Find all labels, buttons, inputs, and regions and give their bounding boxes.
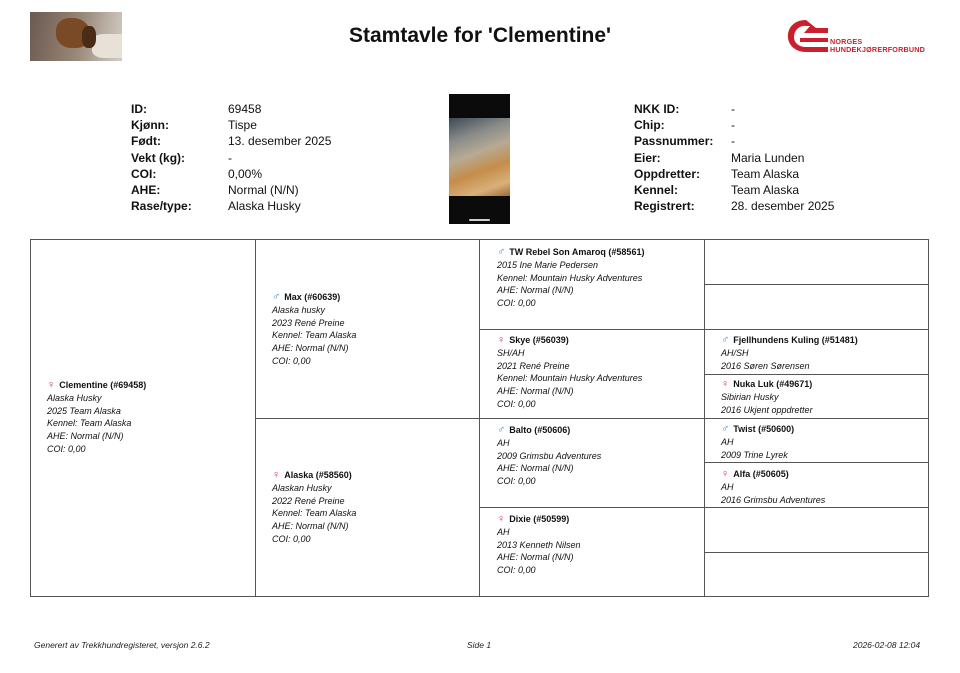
female-icon: ♀ — [721, 378, 730, 390]
female-icon: ♀ — [497, 334, 506, 346]
pedigree-dam-dam: ♀ Dixie (#50599) AH 2013 Kenneth Nilsen AHE: Normal (N/N) COI: 0,00 — [497, 513, 581, 576]
pedigree-table — [30, 239, 929, 597]
logo-line-2: HUNDEKJØRERFORBUND — [830, 45, 926, 54]
footer-generated: Generert av Trekkhundregisteret, versjon 2.6.2 — [34, 640, 210, 650]
info-row-coi: COI: 0,00% — [131, 166, 263, 181]
male-icon: ♂ — [721, 423, 730, 435]
pedigree-sire-dam-sire: ♂ Fjellhundens Kuling (#51481) AH/SH 2016 Søren Sørensen — [721, 334, 858, 371]
page-title: Stamtavle for 'Clementine' — [348, 24, 612, 47]
pedigree-dam-sire-sire: ♂ Twist (#50600) AH 2009 Trine Lyrek — [721, 423, 795, 460]
female-icon: ♀ — [272, 469, 281, 481]
nhf-logo — [784, 16, 934, 56]
info-row-owner: Eier: Maria Lunden — [634, 150, 805, 165]
pedigree-dam-sire: ♂ Balto (#50606) AH 2009 Grimsbu Adventures AHE: Normal (N/N) COI: 0,00 — [497, 424, 602, 487]
info-row-passport: Passnummer: - — [634, 134, 735, 149]
pedigree-sire-dam-dam: ♀ Nuka Luk (#49671) Sibirian Husky 2016 Ukjent oppdretter — [721, 378, 813, 415]
dog-info-left — [131, 102, 431, 215]
pedigree-sire: ♂ Max (#60639) Alaska husky 2023 René Preine Kennel: Team Alaska AHE: Normal (N/N) COI: 0,00 — [272, 291, 357, 366]
dog-info-right — [634, 102, 934, 215]
info-row-weight: Vekt (kg): - — [131, 150, 232, 165]
info-row-chip: Chip: - — [634, 118, 735, 133]
female-icon: ♀ — [721, 468, 730, 480]
info-row-sex: Kjønn: Tispe — [131, 118, 257, 133]
pedigree-dam-sire-dam: ♀ Alfa (#50605) AH 2016 Grimsbu Adventures — [721, 468, 826, 505]
male-icon: ♂ — [497, 246, 506, 258]
male-icon: ♂ — [497, 424, 506, 436]
female-icon: ♀ — [47, 379, 56, 391]
pedigree-sire-sire: ♂ TW Rebel Son Amaroq (#58561) 2015 Ine Marie Pedersen Kennel: Mountain Husky Adventures AHE: Normal (N/N) COI: 0,00 — [497, 246, 645, 309]
info-row-breed: Rase/type: Alaska Husky — [131, 199, 301, 214]
dog-photo — [449, 94, 510, 224]
pedigree-subject: ♀ Clementine (#69458) Alaska Husky 2025 Team Alaska Kennel: Team Alaska AHE: Normal (N/N) COI: 0,00 — [47, 379, 147, 454]
info-row-nkk-id: NKK ID: - — [634, 102, 735, 116]
pedigree-dam: ♀ Alaska (#58560) Alaskan Husky 2022 René Preine Kennel: Team Alaska AHE: Normal (N/N) COI: 0,00 — [272, 469, 357, 544]
info-row-born: Født: 13. desember 2025 — [131, 134, 332, 149]
logo-line-1: NORGES — [830, 37, 863, 46]
male-icon: ♂ — [721, 334, 730, 346]
info-row-registered: Registrert: 28. desember 2025 — [634, 199, 835, 214]
info-row-breeder: Oppdretter: Team Alaska — [634, 166, 800, 181]
footer-timestamp: 2026-02-08 12:04 — [853, 640, 921, 650]
info-row-id: ID: 69458 — [131, 102, 262, 116]
male-icon: ♂ — [272, 291, 281, 303]
female-icon: ♀ — [497, 513, 506, 525]
info-row-kennel: Kennel: Team Alaska — [634, 182, 800, 197]
footer-page: Side 1 — [467, 640, 492, 650]
info-row-ahe: AHE: Normal (N/N) — [131, 182, 299, 197]
pedigree-sire-dam: ♀ Skye (#56039) SH/AH 2021 René Preine Kennel: Mountain Husky Adventures AHE: Normal (N/N) COI: 0,00 — [497, 334, 643, 409]
